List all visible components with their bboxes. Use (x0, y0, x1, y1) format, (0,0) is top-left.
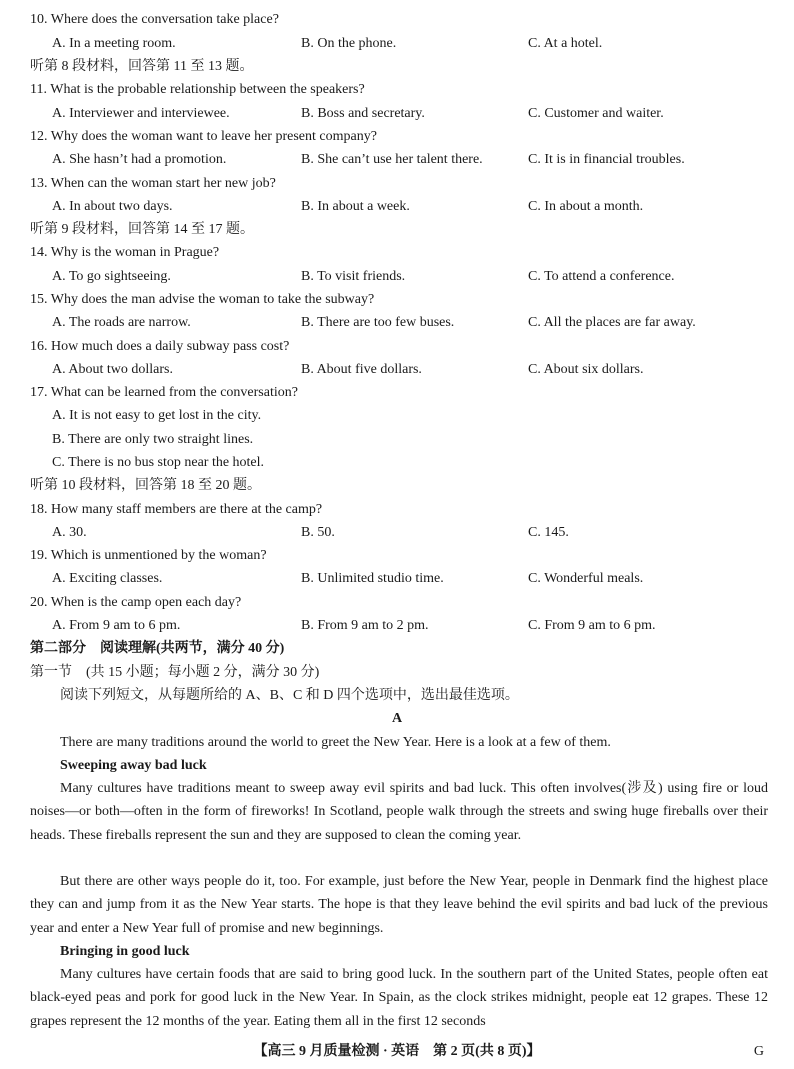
passage-intro (30, 731, 768, 754)
option-c: C. There is no bus stop near the hotel. (52, 455, 265, 470)
option-b: B. About five dollars. (301, 362, 422, 377)
question-20: 20. When is the camp open each day? (30, 595, 242, 610)
instruction-part8: 听第 8 段材料，回答第 11 至 13 题。 (30, 59, 254, 74)
section-title: 第二部分 阅读理解(共两节，满分 40 分) (30, 641, 285, 656)
option-c: C. All the places are far away. (528, 315, 696, 330)
question-13: 13. When can the woman start her new job? (30, 176, 276, 191)
option-a: A. In a meeting room. (52, 36, 176, 51)
section-subtitle: 第一节 (共 15 小题；每小题 2 分，满分 30 分) (30, 665, 320, 680)
option-c: C. At a hotel. (528, 36, 603, 51)
passage-label: A (391, 711, 403, 726)
option-a: A. From 9 am to 6 pm. (52, 618, 181, 633)
option-c: C. Wonderful meals. (528, 571, 644, 586)
options-12 (52, 148, 768, 171)
question-19: 19. Which is unmentioned by the woman? (30, 548, 267, 563)
question-16: 16. How much does a daily subway pass cost? (30, 339, 290, 354)
question-18: 18. How many staff members are there at the camp? (30, 502, 323, 517)
option-a: A. She hasn’t had a promotion. (52, 152, 227, 167)
option-c: C. In about a month. (528, 199, 644, 214)
option-c: C. Customer and waiter. (528, 106, 664, 121)
option-c: C. 145. (528, 525, 569, 540)
option-c: C. From 9 am to 6 pm. (528, 618, 656, 633)
question-17: 17. What can be learned from the conversation? (30, 385, 298, 400)
question-11: 11. What is the probable relationship between the speakers? (30, 82, 365, 97)
options-20 (52, 614, 768, 637)
intro-paragraph: There are many traditions around the world to greet the New Year. Here is a look at a few of them. (60, 735, 611, 750)
option-b: B. From 9 am to 2 pm. (301, 618, 429, 633)
option-a: A. The roads are narrow. (52, 315, 191, 330)
option-b: B. There are only two straight lines. (52, 432, 254, 447)
paragraph-2: But there are other ways people do it, too. For example, just before the New Year, people in Denmark find the highest place they can and jump from it as the New Year starts. The hope is that they leave behind the evil spirits and bad luck of the previous year and enter a New Year full of promise and new beginnings. (30, 874, 768, 936)
option-b: B. Boss and secretary. (301, 106, 425, 121)
option-a: A. To go sightseeing. (52, 269, 171, 284)
options-10 (52, 32, 768, 55)
question-14: 14. Why is the woman in Prague? (30, 245, 220, 260)
section-direction: 阅读下列短文，从每题所给的 A、B、C 和 D 四个选项中，选出最佳选项。 (60, 688, 519, 703)
paragraph-1: Many cultures have traditions meant to sweep away evil spirits and bad luck. This often involves(涉及) using fire or loud noises—or both—often in the form of fireworks! In Scotland, people walk through the streets and swing huge fireballs over their heads. These fireballs represent the sun and they are supposed to clean the coming year. (30, 781, 768, 843)
option-a: A. 30. (52, 525, 87, 540)
options-15 (52, 311, 768, 334)
options-19 (52, 567, 768, 590)
option-c: C. To attend a conference. (528, 269, 675, 284)
question-12: 12. Why does the woman want to leave her present company? (30, 129, 377, 144)
option-c: C. It is in financial troubles. (528, 152, 685, 167)
option-b: B. In about a week. (301, 199, 410, 214)
option-a: A. It is not easy to get lost in the city. (52, 408, 262, 423)
passage-body-1 (30, 777, 768, 847)
options-18 (52, 521, 768, 544)
options-13 (52, 195, 768, 218)
option-b: B. She can’t use her talent there. (301, 152, 483, 167)
option-b: B. To visit friends. (301, 269, 406, 284)
footer-version: G (753, 1044, 764, 1059)
option-a: A. About two dollars. (52, 362, 173, 377)
footer-page-info: 【高三 9 月质量检测 · 英语 第 2 页(共 8 页)】 (253, 1044, 541, 1059)
question-15: 15. Why does the man advise the woman to take the subway? (30, 292, 375, 307)
page-footer (0, 1042, 794, 1062)
passage-body-3 (30, 963, 768, 1033)
passage-body-2 (30, 870, 768, 940)
options-14 (52, 265, 768, 288)
heading-sweeping: Sweeping away bad luck (60, 758, 207, 773)
option-b: B. Unlimited studio time. (301, 571, 444, 586)
heading-bringing: Bringing in good luck (60, 944, 190, 959)
option-b: B. There are too few buses. (301, 315, 455, 330)
option-b: B. On the phone. (301, 36, 397, 51)
options-11 (52, 102, 768, 125)
paragraph-3: Many cultures have certain foods that are said to bring good luck. In the southern part of the United States, people often eat black-eyed peas and pork for good luck in the New Year. In Spain, as the clock strikes midnight, people eat 12 grapes. These 12 grapes represent the 12 months of the year. Eating them all in the first 12 seconds (30, 967, 768, 1029)
option-a: A. In about two days. (52, 199, 173, 214)
option-c: C. About six dollars. (528, 362, 644, 377)
instruction-part9: 听第 9 段材料，回答第 14 至 17 题。 (30, 222, 254, 237)
option-a: A. Interviewer and interviewee. (52, 106, 230, 121)
question-10: 10. Where does the conversation take place? (30, 12, 279, 27)
options-16 (52, 358, 768, 381)
option-b: B. 50. (301, 525, 335, 540)
instruction-part10: 听第 10 段材料，回答第 18 至 20 题。 (30, 478, 261, 493)
option-a: A. Exciting classes. (52, 571, 163, 586)
